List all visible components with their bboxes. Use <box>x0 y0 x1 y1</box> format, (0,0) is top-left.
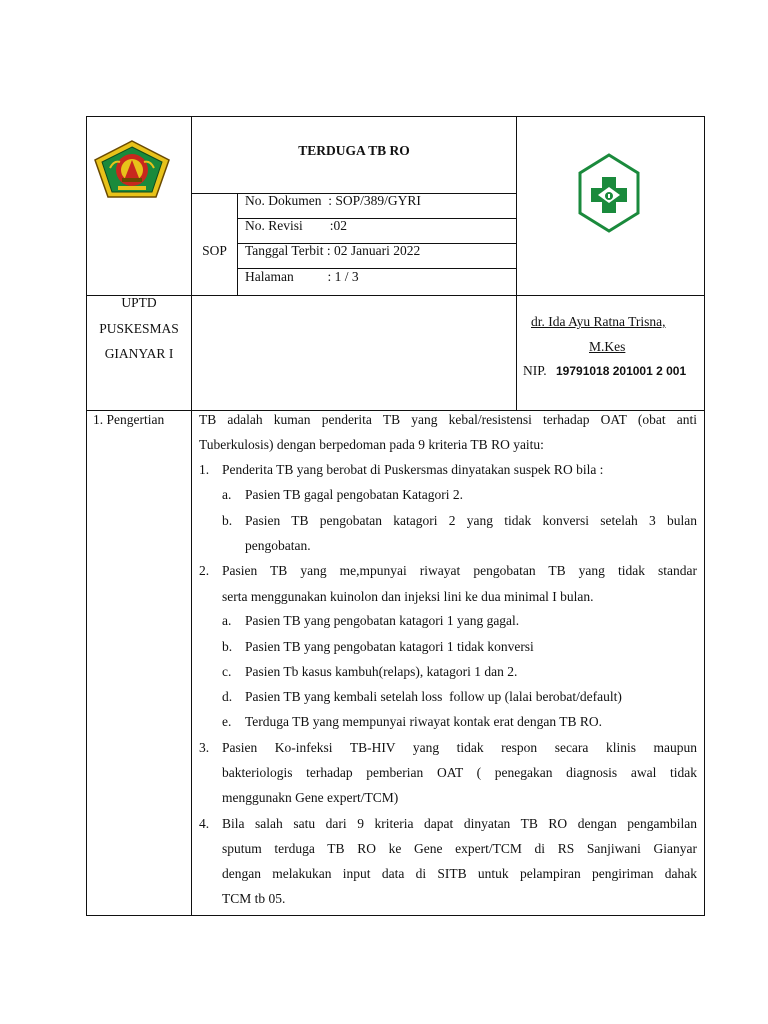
list-item-text: bakteriologis terhadap pemberian OAT ( penegakan diagnosis awal tidak <box>222 765 697 780</box>
list-item-number: 2. <box>199 563 210 578</box>
list-item-number: 1. <box>199 462 210 477</box>
sub-item-text: pengobatan. <box>245 538 311 553</box>
section-label: 1. Pengertian <box>93 412 165 427</box>
sub-item-text: Terduga TB yang mempunyai riwayat kontak erat dengan TB RO. <box>245 714 602 729</box>
list-item-text: Pasien TB yang me,mpunyai riwayat pengobatan TB yang tidak standar <box>222 563 697 578</box>
issue-date: Tanggal Terbit : 02 Januari 2022 <box>245 243 421 258</box>
institution-line-3: GIANYAR I <box>104 346 174 361</box>
institution-line-1: UPTD <box>121 295 157 310</box>
sub-item-letter: a. <box>222 613 232 628</box>
sub-item-letter: e. <box>222 714 232 729</box>
sub-item-text: Pasien TB yang pengobatan katagori 1 yang gagal. <box>245 613 520 628</box>
nip-label: NIP. <box>523 363 547 378</box>
doc-number: No. Dokumen : SOP/389/GYRI <box>245 193 421 208</box>
sub-item-text: Pasien TB yang kembali setelah loss follow up (lalai berobat/default) <box>245 689 622 704</box>
list-item-text: Bila salah satu dari 9 kriteria dapat dinyatan TB RO dengan pengambilan <box>222 816 697 831</box>
list-item-text: TCM tb 05. <box>222 891 286 906</box>
sub-item-letter: c. <box>222 664 232 679</box>
nip-value: 19791018 201001 2 001 <box>556 364 687 378</box>
revision-number: No. Revisi :02 <box>245 218 348 233</box>
puskesmas-cross-logo-icon <box>578 153 640 233</box>
list-item-text: serta menggunakan kuinolon dan injeksi lini ke dua minimal I bulan. <box>222 589 594 604</box>
sub-item-letter: b. <box>222 639 233 654</box>
list-item-text: menggunakn Gene expert/TCM) <box>222 790 399 805</box>
list-item-text: dengan melakukan input data di SITB untuk pelampiran pengiriman dahak <box>222 866 697 881</box>
table-border-top <box>86 116 705 117</box>
sub-item-text: Pasien Tb kasus kambuh(relaps), katagori 1 dan 2. <box>245 664 518 679</box>
table-border-left <box>86 116 87 916</box>
sop-label: SOP <box>202 243 227 258</box>
sub-item-text: Pasien TB gagal pengobatan Katagori 2. <box>245 487 463 502</box>
gianyar-regency-emblem-icon <box>92 138 172 200</box>
sub-item-letter: a. <box>222 487 232 502</box>
sop-col-divider <box>237 193 238 296</box>
list-item-text: sputum terduga TB RO ke Gene expert/TCM di RS Sanjiwani Gianyar <box>222 841 697 856</box>
signatory-name: dr. Ida Ayu Ratna Trisna, <box>531 314 666 329</box>
document-title: TERDUGA TB RO <box>298 143 410 158</box>
col-divider-left <box>191 116 192 916</box>
list-item-number: 3. <box>199 740 210 755</box>
list-item-text: Pasien Ko-infeksi TB-HIV yang tidak respon secara klinis maupun <box>222 740 697 755</box>
intro-line-1: TB adalah kuman penderita TB yang kebal/resistensi terhadap OAT (obat anti <box>199 412 697 427</box>
intro-line-2: Tuberkulosis) dengan berpedoman pada 9 kriteria TB RO yaitu: <box>199 437 544 452</box>
signatory-degree: M.Kes <box>589 339 626 354</box>
sub-item-letter: b. <box>222 513 233 528</box>
list-item-number: 4. <box>199 816 210 831</box>
institution-line-2: PUSKESMAS <box>99 321 179 336</box>
sub-item-text: Pasien TB pengobatan katagori 2 yang tidak konversi setelah 3 bulan <box>245 513 697 528</box>
table-border-bottom <box>86 915 705 916</box>
sub-item-text: Pasien TB yang pengobatan katagori 1 tidak konversi <box>245 639 534 654</box>
list-item-text: Penderita TB yang berobat di Puskersmas dinyatakan suspek RO bila : <box>222 462 604 477</box>
sub-item-letter: d. <box>222 689 233 704</box>
table-border-right <box>704 116 705 916</box>
col-divider-right <box>516 116 517 411</box>
page-number: Halaman : 1 / 3 <box>245 269 359 284</box>
